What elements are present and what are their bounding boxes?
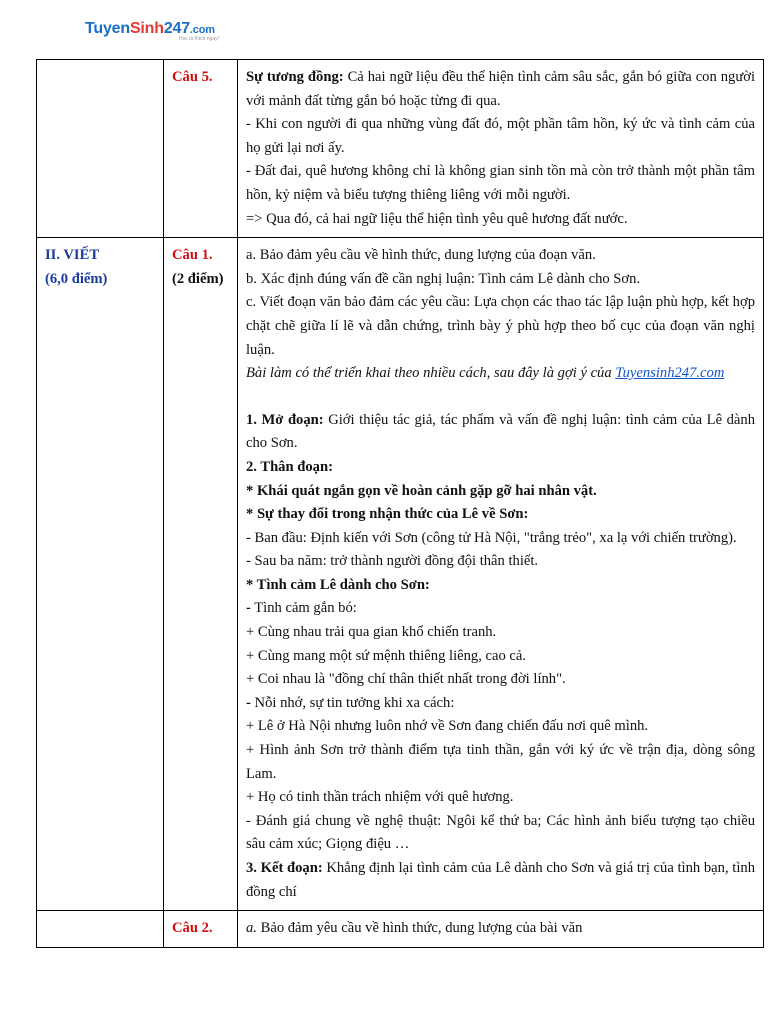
- requirement-c: c. Viết đoạn văn bảo đảm các yêu cầu: Lựa chọn các thao tác lập luận phù hợp, kết hợp chặt chẽ giữa lí lẽ và dẫn chứng, trình bày ý phù hợp theo bố cục của đoạn văn nghị luận.: [246, 294, 755, 358]
- requirement-a: a. Bảo đảm yêu cầu về hình thức, dung lượng của bài văn: [246, 920, 583, 937]
- mo-doan: 1. Mở đoạn: Giới thiệu tác giả, tác phẩm và vấn đề nghị luận: tình cảm của Lê dành cho Sơn.: [246, 411, 755, 452]
- part-title: II. VIẾT: [45, 247, 100, 264]
- part-cell: [37, 60, 164, 238]
- answer-table: [36, 59, 764, 948]
- than-doan-heading: 2. Thân đoạn:: [246, 458, 333, 475]
- section-heading: * Sự thay đổi trong nhận thức của Lê về Sơn:: [246, 506, 529, 523]
- table-row: [37, 60, 764, 238]
- question-cell: [164, 238, 238, 911]
- answer-cell: [238, 60, 764, 238]
- list-item: - Nỗi nhớ, sự tin tưởng khi xa cách:: [246, 694, 455, 711]
- ket-doan: 3. Kết đoạn: Khẳng định lại tình cảm của Lê dành cho Sơn và giá trị của tình bạn, tình đồng chí: [246, 860, 755, 900]
- list-item: - Sau ba năm: trở thành người đồng đội thân thiết.: [246, 553, 539, 570]
- answer-paragraph: - Đất đai, quê hương không chỉ là không gian sinh tồn mà còn trở thành một phần tâm hồn, kỷ niệm và biểu tượng thiêng liêng với mỗi người.: [246, 163, 755, 203]
- question-score: (2 điểm): [172, 270, 224, 287]
- question-number: Câu 1.: [172, 247, 213, 264]
- question-cell: [164, 911, 238, 948]
- table-row: [37, 238, 764, 911]
- part-cell: [37, 238, 164, 911]
- tuyensinh-link[interactable]: Tuyensinh247.com: [615, 365, 725, 382]
- list-item: + Cùng mang một sứ mệnh thiêng liêng, cao cả.: [246, 647, 526, 664]
- requirement-a: a. Bảo đảm yêu cầu về hình thức, dung lượng của đoạn văn.: [246, 247, 596, 264]
- question-number: Câu 2.: [172, 920, 213, 937]
- part-score: (6,0 điểm): [45, 270, 108, 287]
- requirement-b: b. Xác định đúng vấn đề cần nghị luận: Tình cảm Lê dành cho Sơn.: [246, 270, 641, 287]
- list-item: + Họ có tinh thần trách nhiệm với quê hương.: [246, 789, 514, 806]
- logo-tagline: Học là thích ngay!: [179, 36, 220, 42]
- list-item: + Lê ở Hà Nội nhưng luôn nhớ về Sơn đang chiến đấu nơi quê mình.: [246, 718, 649, 735]
- answer-cell: [238, 238, 764, 911]
- suggestion-note: Bài làm có thể triển khai theo nhiều cách, sau đây là gợi ý của Tuyensinh247.com: [246, 365, 725, 382]
- question-cell: [164, 60, 238, 238]
- answer-paragraph: - Khi con người đi qua những vùng đất đó, một phần tâm hồn, ký ức và tình cảm của họ gửi lại nơi ấy.: [246, 116, 755, 156]
- list-item: + Cùng nhau trải qua gian khổ chiến tranh.: [246, 624, 497, 641]
- list-item: - Ban đầu: Định kiến với Sơn (công tử Hà Nội, "trắng trẻo", xa lạ với chiến trường).: [246, 529, 737, 546]
- list-item: + Coi nhau là "đồng chí thân thiết nhất trong đời lính".: [246, 671, 566, 688]
- logo-text: TuyenSinh247.com: [85, 20, 215, 37]
- answer-paragraph: => Qua đó, cả hai ngữ liệu thể hiện tình yêu quê hương đất nước.: [246, 210, 628, 227]
- answer-paragraph: Sự tương đồng: Cả hai ngữ liệu đều thể hiện tình cảm sâu sắc, gắn bó giữa con người với mảnh đất từng gắn bó hoặc từng đi qua.: [246, 69, 756, 109]
- table-row: [37, 911, 764, 948]
- answer-cell: [238, 911, 764, 948]
- site-logo[interactable]: [85, 20, 220, 46]
- list-item: - Tình cảm gắn bó:: [246, 600, 357, 617]
- question-number: Câu 5.: [172, 69, 213, 85]
- part-cell: [37, 911, 164, 948]
- list-item: + Hình ảnh Sơn trở thành điểm tựa tinh thần, gắn với ký ức về trận địa, dòng sông Lam.: [246, 742, 755, 782]
- list-item: - Đánh giá chung về nghệ thuật: Ngôi kể thứ ba; Các hình ảnh biểu tượng tạo chiều sâu cảm xúc; Giọng điệu …: [246, 812, 755, 853]
- section-heading: * Tình cảm Lê dành cho Sơn:: [246, 576, 430, 593]
- section-heading: * Khái quát ngắn gọn về hoàn cảnh gặp gỡ hai nhân vật.: [246, 482, 597, 499]
